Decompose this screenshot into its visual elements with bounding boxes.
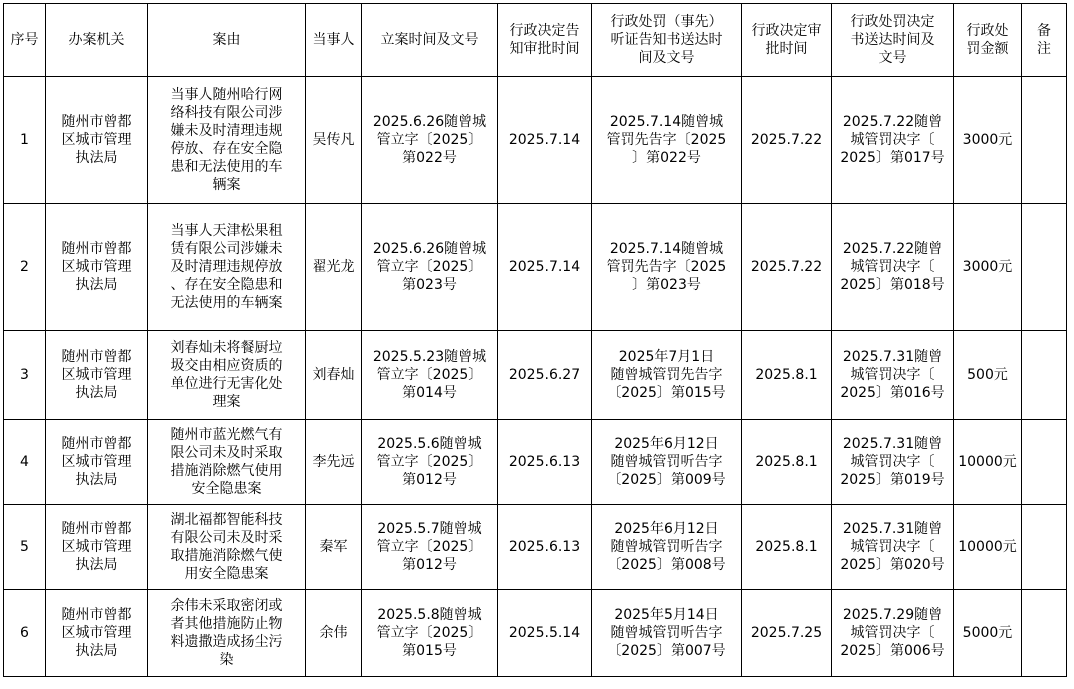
cell-decision-delivery: 2025.7.31随曾 城管罚决字〔 2025〕第020号: [832, 505, 954, 590]
cell-case-reason: 随州市蓝光燃气有 限公司未及时采取 措施消除燃气使用 安全隐患案: [148, 420, 306, 505]
cell-decision-delivery: 2025.7.31随曾 城管罚决字〔 2025〕第019号: [832, 420, 954, 505]
header-filing-time-doc: 立案时间及文号: [362, 4, 498, 77]
table-row: [4, 331, 1067, 420]
cell-remark: [1022, 204, 1067, 331]
cell-amount: 3000元: [954, 204, 1022, 331]
cell-decision-approval: 2025.8.1: [742, 505, 832, 590]
cell-serial-no: 2: [4, 204, 46, 331]
cell-party: 翟光龙: [306, 204, 362, 331]
header-agency: 办案机关: [46, 4, 148, 77]
cell-hearing-notice: 2025年7月1日 随曾城管罚先告字 〔2025〕第015号: [592, 331, 742, 420]
cell-case-reason: 余伟未采取密闭或 者其他措施防止物 料遗撒造成扬尘污 染: [148, 590, 306, 677]
cell-decision-delivery: 2025.7.29随曾 城管罚决字〔 2025〕第006号: [832, 590, 954, 677]
cell-decision-delivery: 2025.7.22随曾 城管罚决字〔 2025〕第018号: [832, 204, 954, 331]
table-body: [4, 77, 1067, 677]
cell-remark: [1022, 331, 1067, 420]
cell-hearing-notice: 2025.7.14随曾城 管罚先告字〔2025 〕第022号: [592, 77, 742, 204]
table-header: [4, 4, 1067, 77]
cell-amount: 3000元: [954, 77, 1022, 204]
cell-agency: 随州市曾都 区城市管理 执法局: [46, 420, 148, 505]
cell-serial-no: 5: [4, 505, 46, 590]
header-row: [4, 4, 1067, 77]
cell-hearing-notice: 2025年6月12日 随曾城管罚听告字 〔2025〕第008号: [592, 505, 742, 590]
cell-notice-approval: 2025.6.27: [498, 331, 592, 420]
cell-decision-approval: 2025.8.1: [742, 331, 832, 420]
cell-notice-approval: 2025.6.13: [498, 420, 592, 505]
table-row: [4, 204, 1067, 331]
header-decision-approval-time: 行政决定审 批时间: [742, 4, 832, 77]
cell-decision-approval: 2025.7.22: [742, 77, 832, 204]
header-decision-delivery: 行政处罚决定 书送达时间及 文号: [832, 4, 954, 77]
cell-party: 李先远: [306, 420, 362, 505]
cell-filing: 2025.5.8随曾城 管立字〔2025〕 第015号: [362, 590, 498, 677]
cell-amount: 10000元: [954, 505, 1022, 590]
cell-hearing-notice: 2025年6月12日 随曾城管罚听告字 〔2025〕第009号: [592, 420, 742, 505]
cell-filing: 2025.5.6随曾城 管立字〔2025〕 第012号: [362, 420, 498, 505]
cell-filing: 2025.5.7随曾城 管立字〔2025〕 第012号: [362, 505, 498, 590]
cell-notice-approval: 2025.5.14: [498, 590, 592, 677]
table-row: [4, 505, 1067, 590]
cell-serial-no: 1: [4, 77, 46, 204]
cell-case-reason: 当事人随州哈行网 络科技有限公司涉 嫌未及时清理违规 停放、存在安全隐 患和无法使用的车 辆案: [148, 77, 306, 204]
cell-filing: 2025.6.26随曾城 管立字〔2025〕 第023号: [362, 204, 498, 331]
header-penalty-amount: 行政处 罚金额: [954, 4, 1022, 77]
cell-party: 秦军: [306, 505, 362, 590]
cell-amount: 10000元: [954, 420, 1022, 505]
cell-agency: 随州市曾都 区城市管理 执法局: [46, 331, 148, 420]
cell-decision-approval: 2025.7.25: [742, 590, 832, 677]
cell-hearing-notice: 2025.7.14随曾城 管罚先告字〔2025 〕第023号: [592, 204, 742, 331]
header-case-reason: 案由: [148, 4, 306, 77]
cell-serial-no: 4: [4, 420, 46, 505]
cell-serial-no: 3: [4, 331, 46, 420]
header-party: 当事人: [306, 4, 362, 77]
header-remark: 备 注: [1022, 4, 1067, 77]
cell-party: 刘春灿: [306, 331, 362, 420]
cell-serial-no: 6: [4, 590, 46, 677]
cell-case-reason: 刘春灿未将餐厨垃 圾交由相应资质的 单位进行无害化处 理案: [148, 331, 306, 420]
cell-amount: 500元: [954, 331, 1022, 420]
table-row: [4, 420, 1067, 505]
cell-notice-approval: 2025.7.14: [498, 204, 592, 331]
header-notice-approval-time: 行政决定告 知审批时间: [498, 4, 592, 77]
cell-notice-approval: 2025.7.14: [498, 77, 592, 204]
cell-agency: 随州市曾都 区城市管理 执法局: [46, 505, 148, 590]
cell-case-reason: 湖北福都智能科技 有限公司未及时采 取措施消除燃气使 用安全隐患案: [148, 505, 306, 590]
cell-decision-approval: 2025.8.1: [742, 420, 832, 505]
cell-remark: [1022, 590, 1067, 677]
cell-decision-approval: 2025.7.22: [742, 204, 832, 331]
table-row: [4, 77, 1067, 204]
cell-notice-approval: 2025.6.13: [498, 505, 592, 590]
cell-decision-delivery: 2025.7.31随曾 城管罚决字〔 2025〕第016号: [832, 331, 954, 420]
cell-remark: [1022, 77, 1067, 204]
penalty-register-table: [3, 3, 1067, 677]
cell-decision-delivery: 2025.7.22随曾 城管罚决字〔 2025〕第017号: [832, 77, 954, 204]
header-serial-no: 序号: [4, 4, 46, 77]
cell-hearing-notice: 2025年5月14日 随曾城管罚听告字 〔2025〕第007号: [592, 590, 742, 677]
cell-remark: [1022, 420, 1067, 505]
cell-agency: 随州市曾都 区城市管理 执法局: [46, 77, 148, 204]
cell-agency: 随州市曾都 区城市管理 执法局: [46, 204, 148, 331]
cell-filing: 2025.5.23随曾城 管立字〔2025〕 第014号: [362, 331, 498, 420]
cell-filing: 2025.6.26随曾城 管立字〔2025〕 第022号: [362, 77, 498, 204]
table-row: [4, 590, 1067, 677]
cell-agency: 随州市曾都 区城市管理 执法局: [46, 590, 148, 677]
cell-party: 吴传凡: [306, 77, 362, 204]
header-hearing-notice-delivery: 行政处罚（事先） 听证告知书送达时 间及文号: [592, 4, 742, 77]
cell-case-reason: 当事人天津松果租 赁有限公司涉嫌未 及时清理违规停放 、存在安全隐患和 无法使用的车辆案: [148, 204, 306, 331]
cell-party: 余伟: [306, 590, 362, 677]
cell-amount: 5000元: [954, 590, 1022, 677]
cell-remark: [1022, 505, 1067, 590]
